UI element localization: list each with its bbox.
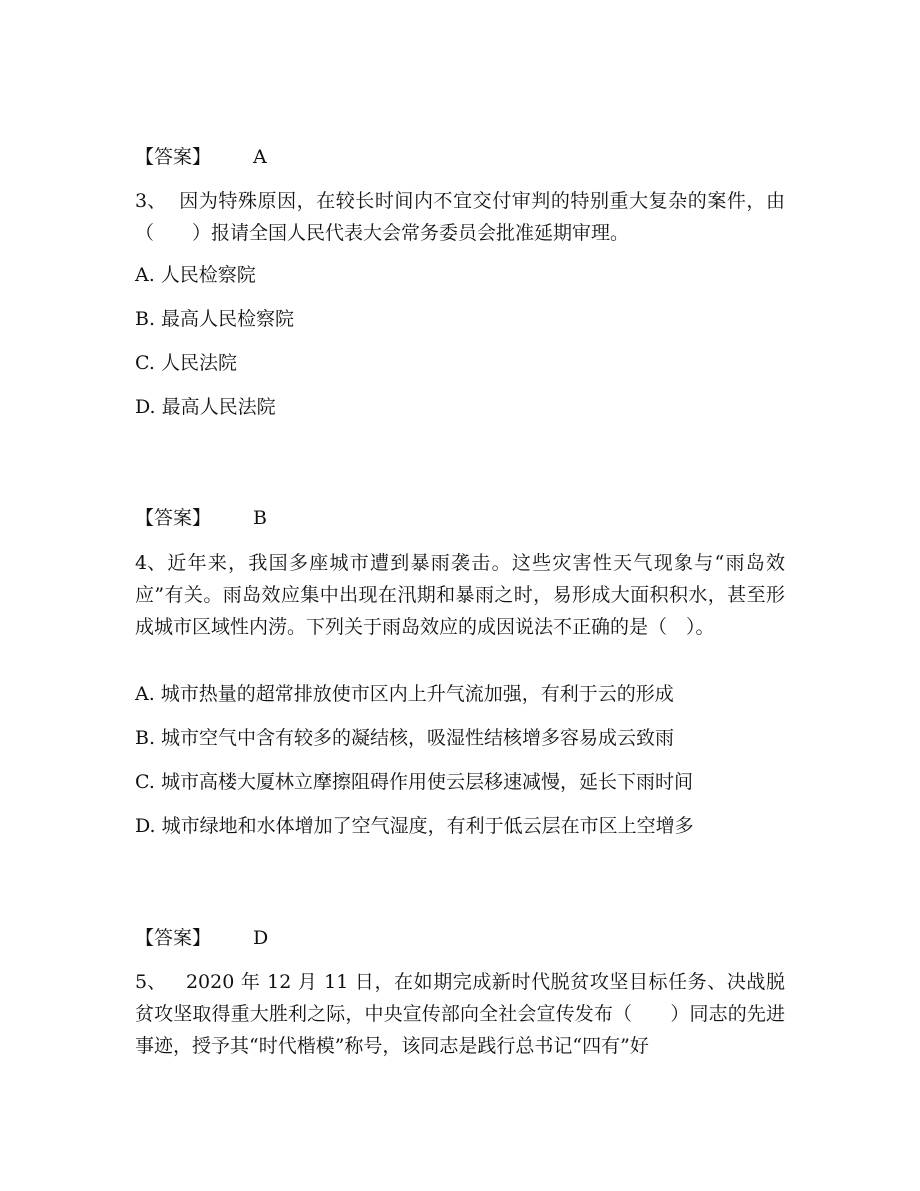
option-b: B. 最高人民检察院 — [135, 308, 295, 330]
answer-row-2 — [135, 503, 785, 533]
option-d: D. 最高人民法院 — [135, 396, 276, 418]
answer-label: 【答案】 — [135, 507, 212, 529]
question-5 — [135, 966, 785, 1062]
option-b: B. 城市空气中含有较多的凝结核，吸湿性结核增多容易成云致雨 — [135, 727, 675, 749]
question-3 — [135, 185, 785, 249]
option-a: A. 人民检察院 — [135, 264, 256, 286]
answer-label: 【答案】 — [135, 927, 212, 949]
question-number: 4、 — [135, 552, 167, 574]
answer-row-3 — [135, 923, 785, 953]
question-text: 因为特殊原因，在较长时间内不宜交付审判的特别重大复杂的案件，由（ ）报请全国人民代表大会常务委员会批准延期审理。 — [135, 190, 785, 244]
answer-row-1 — [135, 142, 785, 172]
answer-value: B — [253, 507, 267, 529]
question-text: 2020 年 12 月 11 日，在如期完成新时代脱贫攻坚目标任务、决战脱贫攻坚取得重大胜利之际，中央宣传部向全社会宣传发布（ ）同志的先进事迹，授予其“时代楷模”称号，该同志是践行总书记“四有”好 — [135, 971, 786, 1057]
option-c: C. 人民法院 — [135, 352, 237, 374]
question-number: 3、 — [135, 190, 167, 212]
options-q3 — [135, 253, 785, 429]
option-a: A. 城市热量的超常排放使市区内上升气流加强，有利于云的形成 — [135, 683, 674, 705]
answer-label: 【答案】 — [135, 146, 212, 168]
answer-value: D — [253, 927, 269, 949]
answer-value: A — [253, 146, 267, 168]
question-4 — [135, 547, 785, 643]
option-c: C. 城市高楼大厦林立摩擦阻碍作用使云层移速减慢，延长下雨时间 — [135, 771, 693, 793]
question-number: 5、 — [135, 971, 167, 993]
options-q4 — [135, 672, 785, 848]
question-text: 近年来，我国多座城市遭到暴雨袭击。这些灾害性天气现象与“雨岛效应”有关。雨岛效应集中出现在汛期和暴雨之时，易形成大面积积水，甚至形成城市区域性内涝。下列关于雨岛效应的成因说法不正确的是（ ）。 — [135, 552, 785, 638]
option-d: D. 城市绿地和水体增加了空气湿度，有利于低云层在市区上空增多 — [135, 815, 694, 837]
